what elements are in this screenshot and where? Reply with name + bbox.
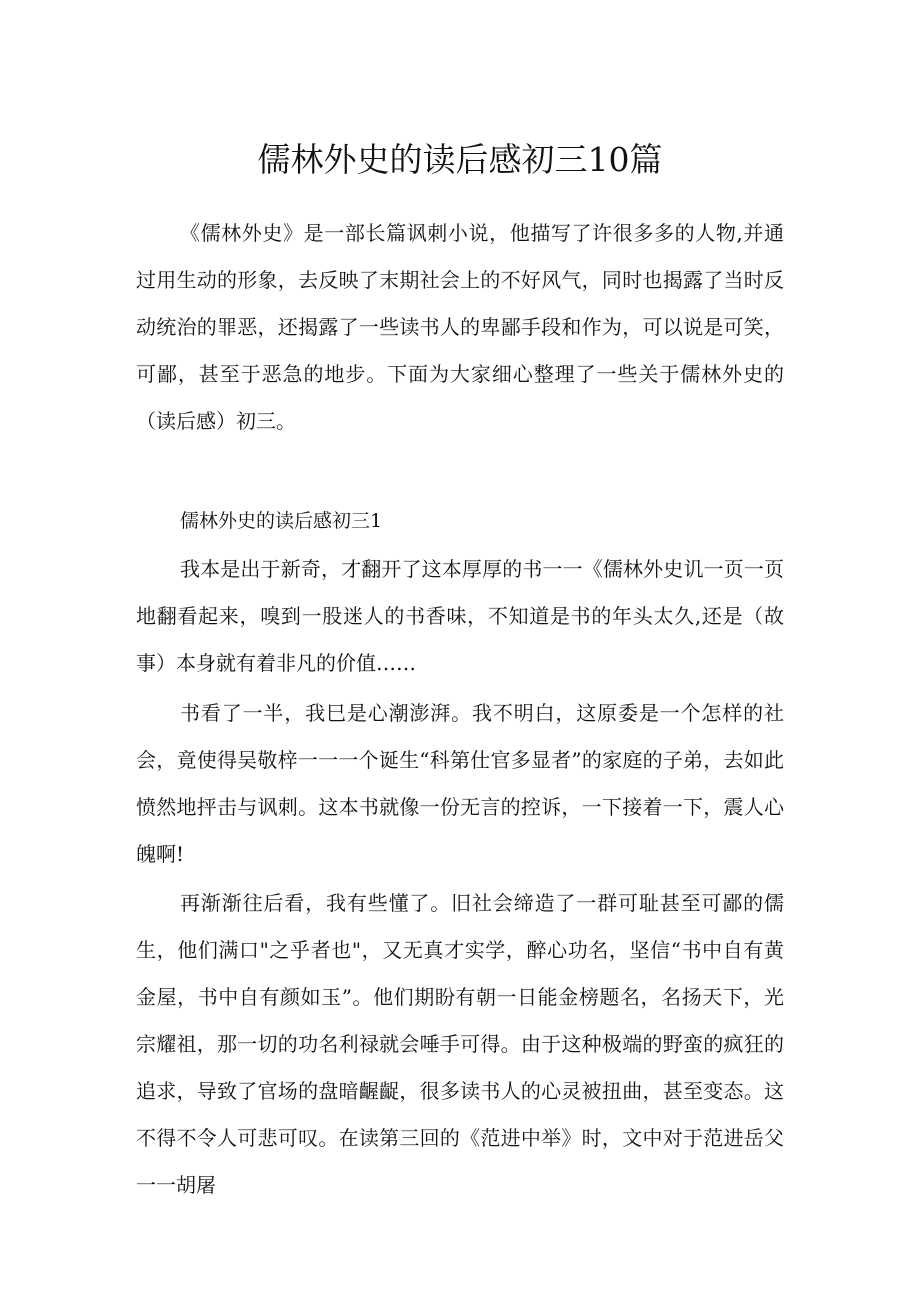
body-paragraph-1: 我本是出于新奇，才翻开了这本厚厚的书一一《儒林外史讥一页一页地翻看起来，嗅到一股迷人的书香味，不知道是书的年头太久,还是（故事）本身就有着非凡的价值…… — [136, 557, 784, 675]
body-paragraph-2: 书看了一半，我巳是心潮澎湃。我不明白，这原委是一个怎样的社会，竟使得吴敬梓一一一个诞生“科第仕官多显者”的家庭的子弟，去如此愤然地抨击与讽刺。这本书就像一份无言的控诉，一下接着一下，震人心魄啊! — [136, 701, 784, 866]
body-paragraph-3: 再渐渐往后看，我有些懂了。旧社会缔造了一群可耻甚至可鄙的儒生，他们满口"之乎者也"，又无真才实学，醉心功名，坚信“书中自有黄金屋，书中自有颜如玉”。他们期盼有朝一日能金榜题名，名扬天下，光宗耀祖，那一切的功名利禄就会唾手可得。由于这种极端的野蛮的疯狂的追求，导致了官场的盘暗齷齪，很多读书人的心灵被扭曲，甚至变态。这不得不令人可悲可叹。在读第三回的《范进中举》时，文中对于范进岳父一一胡屠 — [136, 891, 784, 1197]
section-heading: 儒林外史的读后感初三1 — [180, 510, 383, 532]
document-title: 儒林外史的读后感初三10篇 — [257, 140, 663, 179]
intro-paragraph: 《儒林外史》是一部长篇讽刺小说，他描写了许很多多的人物,并通过用生动的形象，去反映了末期社会上的不好风气，同时也揭露了当时反动统治的罪恶，还揭露了一些读书人的卑鄙手段和作为，可以说是可笑，可鄙，甚至于恶急的地步。下面为大家细心整理了一些关于儒林外史的（读后感）初三。 — [136, 221, 784, 433]
